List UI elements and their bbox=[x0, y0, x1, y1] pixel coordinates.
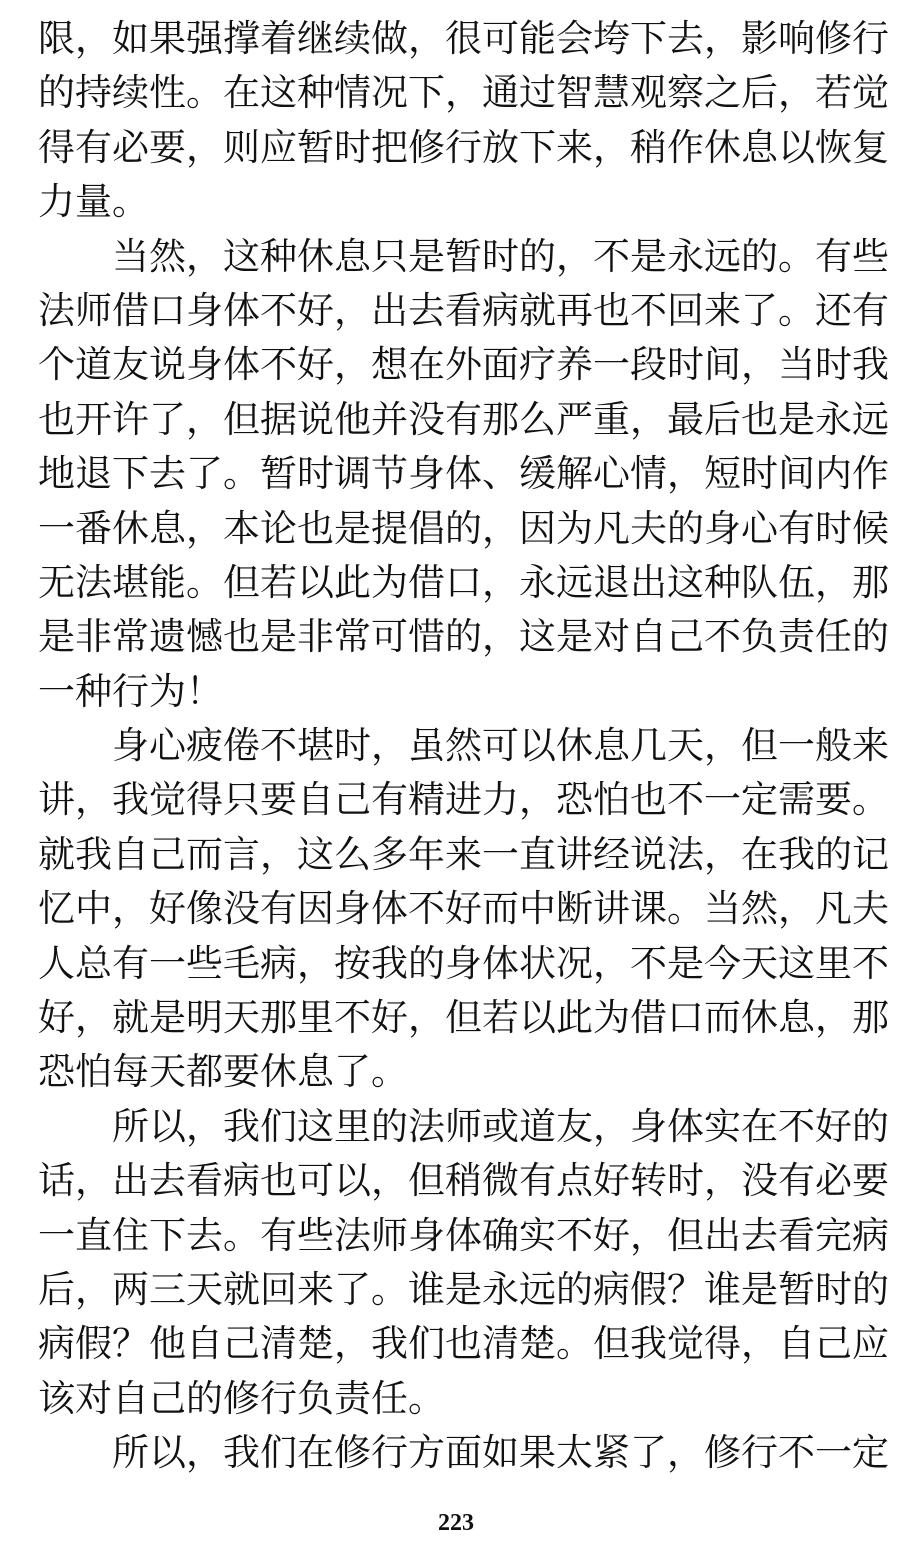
text-line: 一番休息，本论也是提倡的，因为凡夫的身心有时候 bbox=[38, 506, 889, 550]
paragraph-start-line: 所以，我们在修行方面如果太紧了，修行不一定 bbox=[112, 1431, 889, 1475]
text-line: 恐怕每天都要休息了。 bbox=[38, 1050, 408, 1094]
text-line: 讲，我觉得只要自己有精进力，恐怕也不一定需要。 bbox=[38, 778, 889, 822]
text-line: 个道友说身体不好，想在外面疗养一段时间，当时我 bbox=[38, 343, 889, 387]
text-line: 该对自己的修行负责任。 bbox=[38, 1376, 445, 1420]
paragraph-start-line: 当然，这种休息只是暂时的，不是永远的。有些 bbox=[112, 234, 889, 278]
text-line: 后，两三天就回来了。谁是永远的病假？谁是暂时的 bbox=[38, 1267, 889, 1311]
text-line: 力量。 bbox=[38, 180, 149, 224]
text-line: 是非常遗憾也是非常可惜的，这是对自己不负责任的 bbox=[38, 615, 889, 659]
body-text bbox=[38, 12, 889, 1481]
page-number: 223 bbox=[438, 1510, 474, 1536]
text-line: 法师借口身体不好，出去看病就再也不回来了。还有 bbox=[38, 288, 889, 332]
text-line: 病假？他自己清楚，我们也清楚。但我觉得，自己应 bbox=[38, 1322, 889, 1366]
text-line: 人总有一些毛病，按我的身体状况，不是今天这里不 bbox=[38, 941, 889, 985]
text-line: 地退下去了。暂时调节身体、缓解心情，短时间内作 bbox=[38, 452, 889, 496]
text-line: 就我自己而言，这么多年来一直讲经说法，在我的记 bbox=[38, 832, 889, 876]
text-line: 话，出去看病也可以，但稍微有点好转时，没有必要 bbox=[38, 1159, 889, 1203]
text-line: 一种行为！ bbox=[38, 669, 223, 713]
text-line: 得有必要，则应暂时把修行放下来，稍作休息以恢复 bbox=[38, 125, 889, 169]
text-line: 限，如果强撑着继续做，很可能会垮下去，影响修行 bbox=[38, 17, 889, 60]
text-line: 无法堪能。但若以此为借口，永远退出这种队伍，那 bbox=[38, 560, 889, 604]
text-line: 也开许了，但据说他并没有那么严重，最后也是永远 bbox=[38, 397, 889, 441]
text-line: 一直住下去。有些法师身体确实不好，但出去看完病 bbox=[38, 1213, 889, 1257]
text-line: 忆中，好像没有因身体不好而中断讲课。当然，凡夫 bbox=[38, 887, 889, 931]
paragraph-start-line: 身心疲倦不堪时，虽然可以休息几天，但一般来 bbox=[112, 724, 889, 768]
text-line: 好，就是明天那里不好，但若以此为借口而休息，那 bbox=[38, 996, 889, 1040]
text-line: 的持续性。在这种情况下，通过智慧观察之后，若觉 bbox=[38, 71, 889, 115]
paragraph-start-line: 所以，我们这里的法师或道友，身体实在不好的 bbox=[112, 1104, 889, 1148]
